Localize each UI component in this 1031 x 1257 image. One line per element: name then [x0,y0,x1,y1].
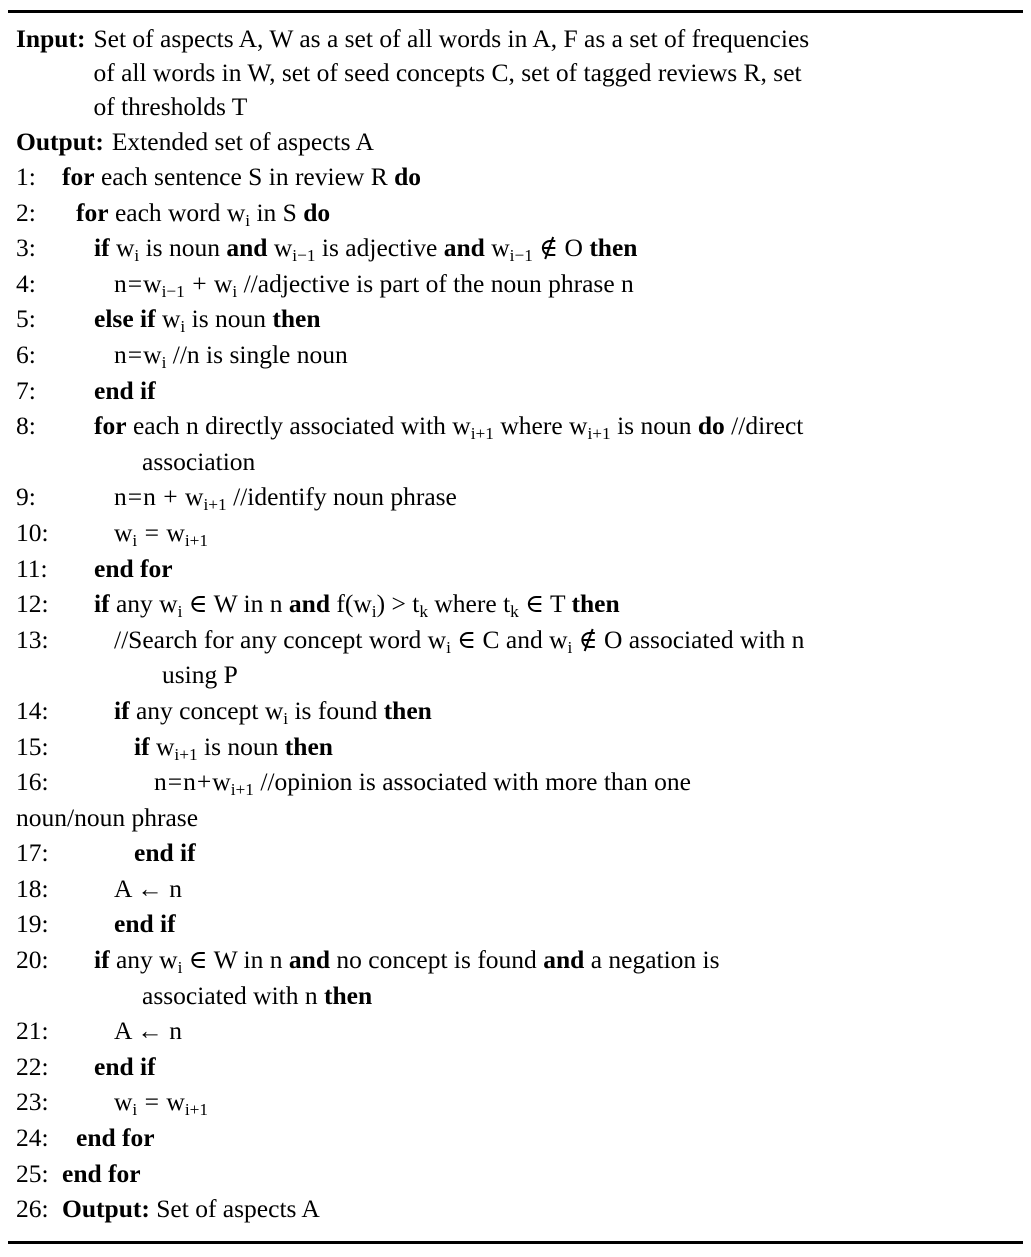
bottom-rule [8,1241,1023,1244]
step-line [0,1191,1031,1227]
step-number: 19: [16,909,49,939]
step-line [0,835,1031,871]
step-number: 12: [16,589,49,619]
step-line [0,871,1031,907]
input-line-2: of all words in W, set of seed concepts C, set of tagged reviews R, set [93,58,802,87]
step-number: 2: [16,197,36,227]
step-number: 11: [16,553,48,583]
step-body [62,1120,1031,1156]
output-label: Output: [16,127,104,156]
step-body [62,195,1031,231]
step-number: 24: [16,1123,49,1153]
step-number: 16: [16,767,49,797]
step-text: for each n directly associated with $w_{i+1}$ where $w_{i+1}$ is noun do //direct [94,411,804,443]
step-text: end if [94,1051,156,1081]
step-text: $n=w_{i-1} + w_i$ //adjective is part of the noun phrase n [114,268,634,301]
step-line [0,586,1031,622]
step-text: A ← n [114,873,183,903]
step-text: Output: Set of aspects A [62,1194,320,1224]
step-body [62,1049,1031,1085]
step-number: 4: [16,268,36,298]
step-text: end for [94,553,173,583]
step-continuation: associated with n then [142,980,373,1010]
input-line-3: of thresholds T [93,92,248,121]
step-text: else if $w_i$ is noun then [94,304,321,337]
step-text: end for [62,1158,141,1188]
step-number: 25: [16,1158,49,1188]
step-body [62,515,1031,551]
step-body [62,835,1031,871]
step-number: 7: [16,375,36,405]
step-text: $w_i = w_{i+1}$ [114,517,209,550]
step-number: 13: [16,624,49,654]
step-body [62,337,1031,373]
step-body [62,408,1031,479]
step-continuation: noun/noun phrase [16,802,199,832]
step-body [62,373,1031,409]
step-line [0,195,1031,231]
step-number: 8: [16,411,36,441]
step-text: for each sentence S in review R do [62,162,422,191]
step-line [0,159,1031,195]
step-body [62,1156,1017,1192]
step-text: end if [94,375,156,405]
step-body [62,586,1031,622]
step-line [0,906,1031,942]
step-line [0,515,1031,551]
algorithm-body [0,22,1031,1227]
step-body [62,159,1017,195]
step-number: 6: [16,339,36,369]
step-line [0,764,1031,835]
step-body [62,622,1031,693]
step-text: if any concept $w_i$ is found then [114,695,432,728]
step-line [0,408,1031,479]
step-text: if any $w_i$ ∈ W in n and no concept is found and a negation is [94,945,720,977]
step-number: 9: [16,482,36,512]
step-line [0,693,1031,729]
step-text: if $w_{i+1}$ is noun then [134,731,333,764]
step-text: end if [114,909,176,939]
step-number: 14: [16,695,49,725]
step-body [62,266,1031,302]
step-text: if $w_i$ is noun and $w_{i-1}$ is adjective and $w_{i-1}$ ∉ O then [94,233,638,266]
step-continuation: using P [162,660,238,690]
step-continuation: association [142,446,256,476]
step-number: 20: [16,945,49,975]
step-text: end for [76,1123,155,1153]
step-line [0,337,1031,373]
step-body [62,942,1031,1013]
step-number: 15: [16,731,49,761]
step-text: if any $w_i$ ∈ W in n and $f(w_i) > t_k$ where $t_k$ ∈ T then [94,589,620,621]
step-line [0,230,1031,266]
step-text: //Search for any concept word $w_i$ ∈ C and $w_i$ ∉ O associated with n [114,624,805,657]
step-text: $n=w_i$ //n is single noun [114,339,348,372]
step-text: A ← n [114,1016,183,1046]
step-body [62,1084,1031,1120]
step-number: 21: [16,1016,49,1046]
step-line [0,729,1031,765]
step-number: 23: [16,1087,49,1117]
step-body [62,693,1031,729]
input-text [93,22,983,124]
step-line [0,622,1031,693]
step-number: 18: [16,873,49,903]
step-line [0,551,1031,587]
step-number: 10: [16,517,49,547]
step-number: 26: [16,1194,49,1224]
step-number: 5: [16,304,36,334]
step-body [62,871,1031,907]
step-number: 17: [16,838,49,868]
step-body [62,479,1031,515]
step-line [0,1120,1031,1156]
output-row [0,125,1031,159]
step-line [0,373,1031,409]
step-text: end if [134,838,196,868]
step-body [62,1013,1031,1049]
top-rule [8,10,1023,13]
input-label: Input: [16,24,86,53]
input-line-1: Set of aspects A, W as a set of all words in A, F as a set of frequencies [93,24,810,53]
step-line [0,479,1031,515]
step-body [62,301,1031,337]
step-body [62,729,1031,765]
step-body [62,551,1031,587]
step-body [62,230,1031,266]
step-line [0,1013,1031,1049]
step-text: $n=n + w_{i+1}$ //identify noun phrase [114,482,457,515]
input-row [0,22,1031,124]
step-body [62,906,1031,942]
step-line [0,266,1031,302]
step-line [0,1049,1031,1085]
step-line [0,1156,1031,1192]
step-number: 1: [16,162,36,191]
output-text: Extended set of aspects A [111,127,374,156]
step-line [0,1084,1031,1120]
step-body [62,1191,1017,1227]
step-number: 22: [16,1051,49,1081]
step-number: 3: [16,233,36,263]
step-text: $w_i = w_{i+1}$ [114,1087,209,1120]
step-line [0,301,1031,337]
step-line [0,942,1031,1013]
step-text: $n=n+w_{i+1}$ //opinion is associated with more than one [154,767,691,799]
step-text: for each word $w_i$ in S do [76,197,331,230]
